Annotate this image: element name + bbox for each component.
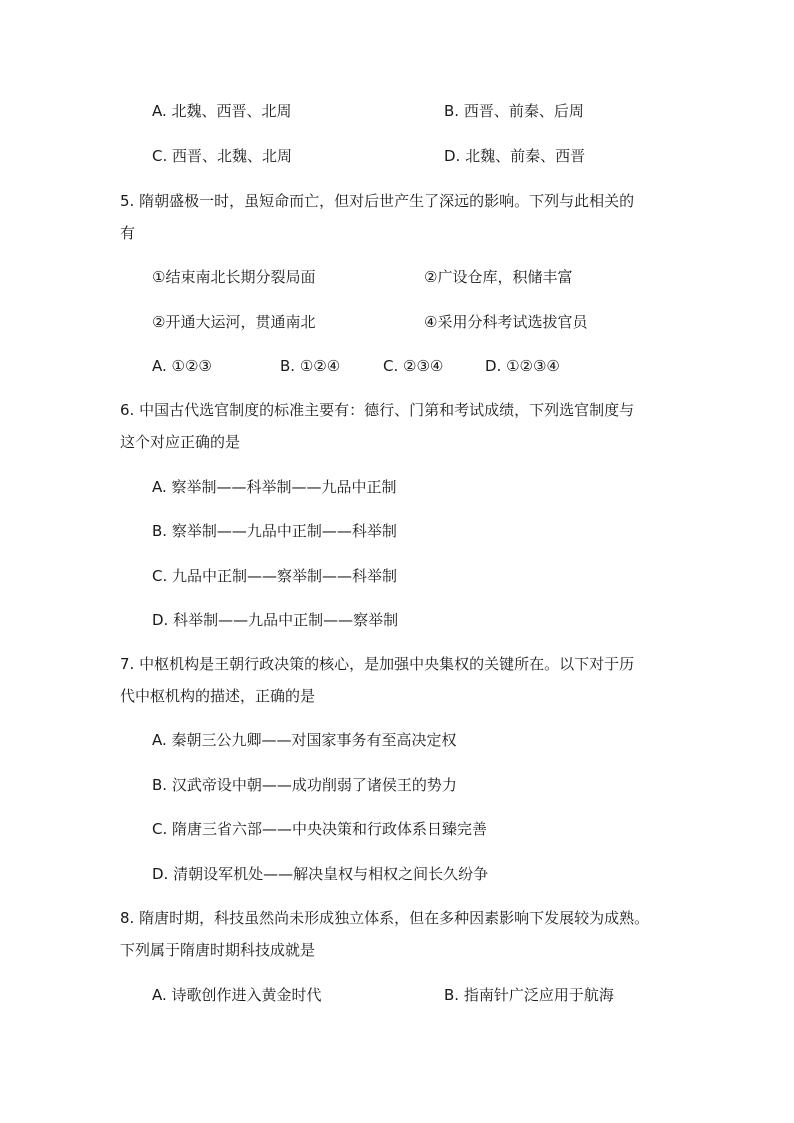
q8-option-a: A. 诗歌创作进入黄金时代 — [152, 986, 322, 1004]
prev-option-b: B. 西晋、前秦、后周 — [444, 102, 584, 120]
q7-stem-line2: 代中枢机构的描述，正确的是 — [120, 687, 316, 705]
q5-option-a: A. ①②③ — [152, 357, 212, 375]
q6-option-b: B. 察举制——九品中正制——科举制 — [152, 522, 397, 540]
q5-item-1: ①结束南北长期分裂局面 — [152, 268, 316, 286]
q7-stem-line1: 7. 中枢机构是王朝行政决策的核心，是加强中央集权的关键所在。以下对于历 — [120, 655, 635, 673]
q7-option-c: C. 隋唐三省六部——中央决策和行政体系日臻完善 — [152, 820, 488, 838]
q8-stem-line1: 8. 隋唐时期，科技虽然尚未形成独立体系，但在多种因素影响下发展较为成熟。 — [120, 909, 650, 927]
prev-option-a: A. 北魏、西晋、北周 — [152, 102, 292, 120]
q5-item-3: ②开通大运河，贯通南北 — [152, 313, 316, 331]
q5-stem-line1: 5. 隋朝盛极一时，虽短命而亡，但对后世产生了深远的影响。下列与此相关的 — [120, 192, 635, 210]
q7-option-a: A. 秦朝三公九卿——对国家事务有至高决定权 — [152, 731, 457, 749]
q5-item-2: ②广设仓库，积储丰富 — [424, 268, 573, 286]
q5-stem-line2: 有 — [120, 224, 136, 242]
q6-stem-line1: 6. 中国古代选官制度的标准主要有：德行、门第和考试成绩，下列选官制度与 — [120, 401, 635, 419]
prev-option-c: C. 西晋、北魏、北周 — [152, 147, 293, 165]
q6-option-a: A. 察举制——科举制——九品中正制 — [152, 478, 397, 496]
q8-stem-line2: 下列属于隋唐时期科技成就是 — [120, 941, 316, 959]
q5-option-c: C. ②③④ — [383, 357, 444, 375]
q8-option-b: B. 指南针广泛应用于航海 — [444, 986, 614, 1004]
q6-option-c: C. 九品中正制——察举制——科举制 — [152, 567, 398, 585]
q7-option-d: D. 清朝设军机处——解决皇权与相权之间长久纷争 — [152, 865, 489, 883]
q6-option-d: D. 科举制——九品中正制——察举制 — [152, 611, 399, 629]
q5-option-b: B. ①②④ — [280, 357, 341, 375]
q5-item-4: ④采用分科考试选拔官员 — [424, 313, 588, 331]
q6-stem-line2: 这个对应正确的是 — [120, 433, 241, 451]
q5-option-d: D. ①②③④ — [485, 357, 560, 375]
q7-option-b: B. 汉武帝设中朝——成功削弱了诸侯王的势力 — [152, 776, 457, 794]
prev-option-d: D. 北魏、前秦、西晋 — [444, 147, 586, 165]
